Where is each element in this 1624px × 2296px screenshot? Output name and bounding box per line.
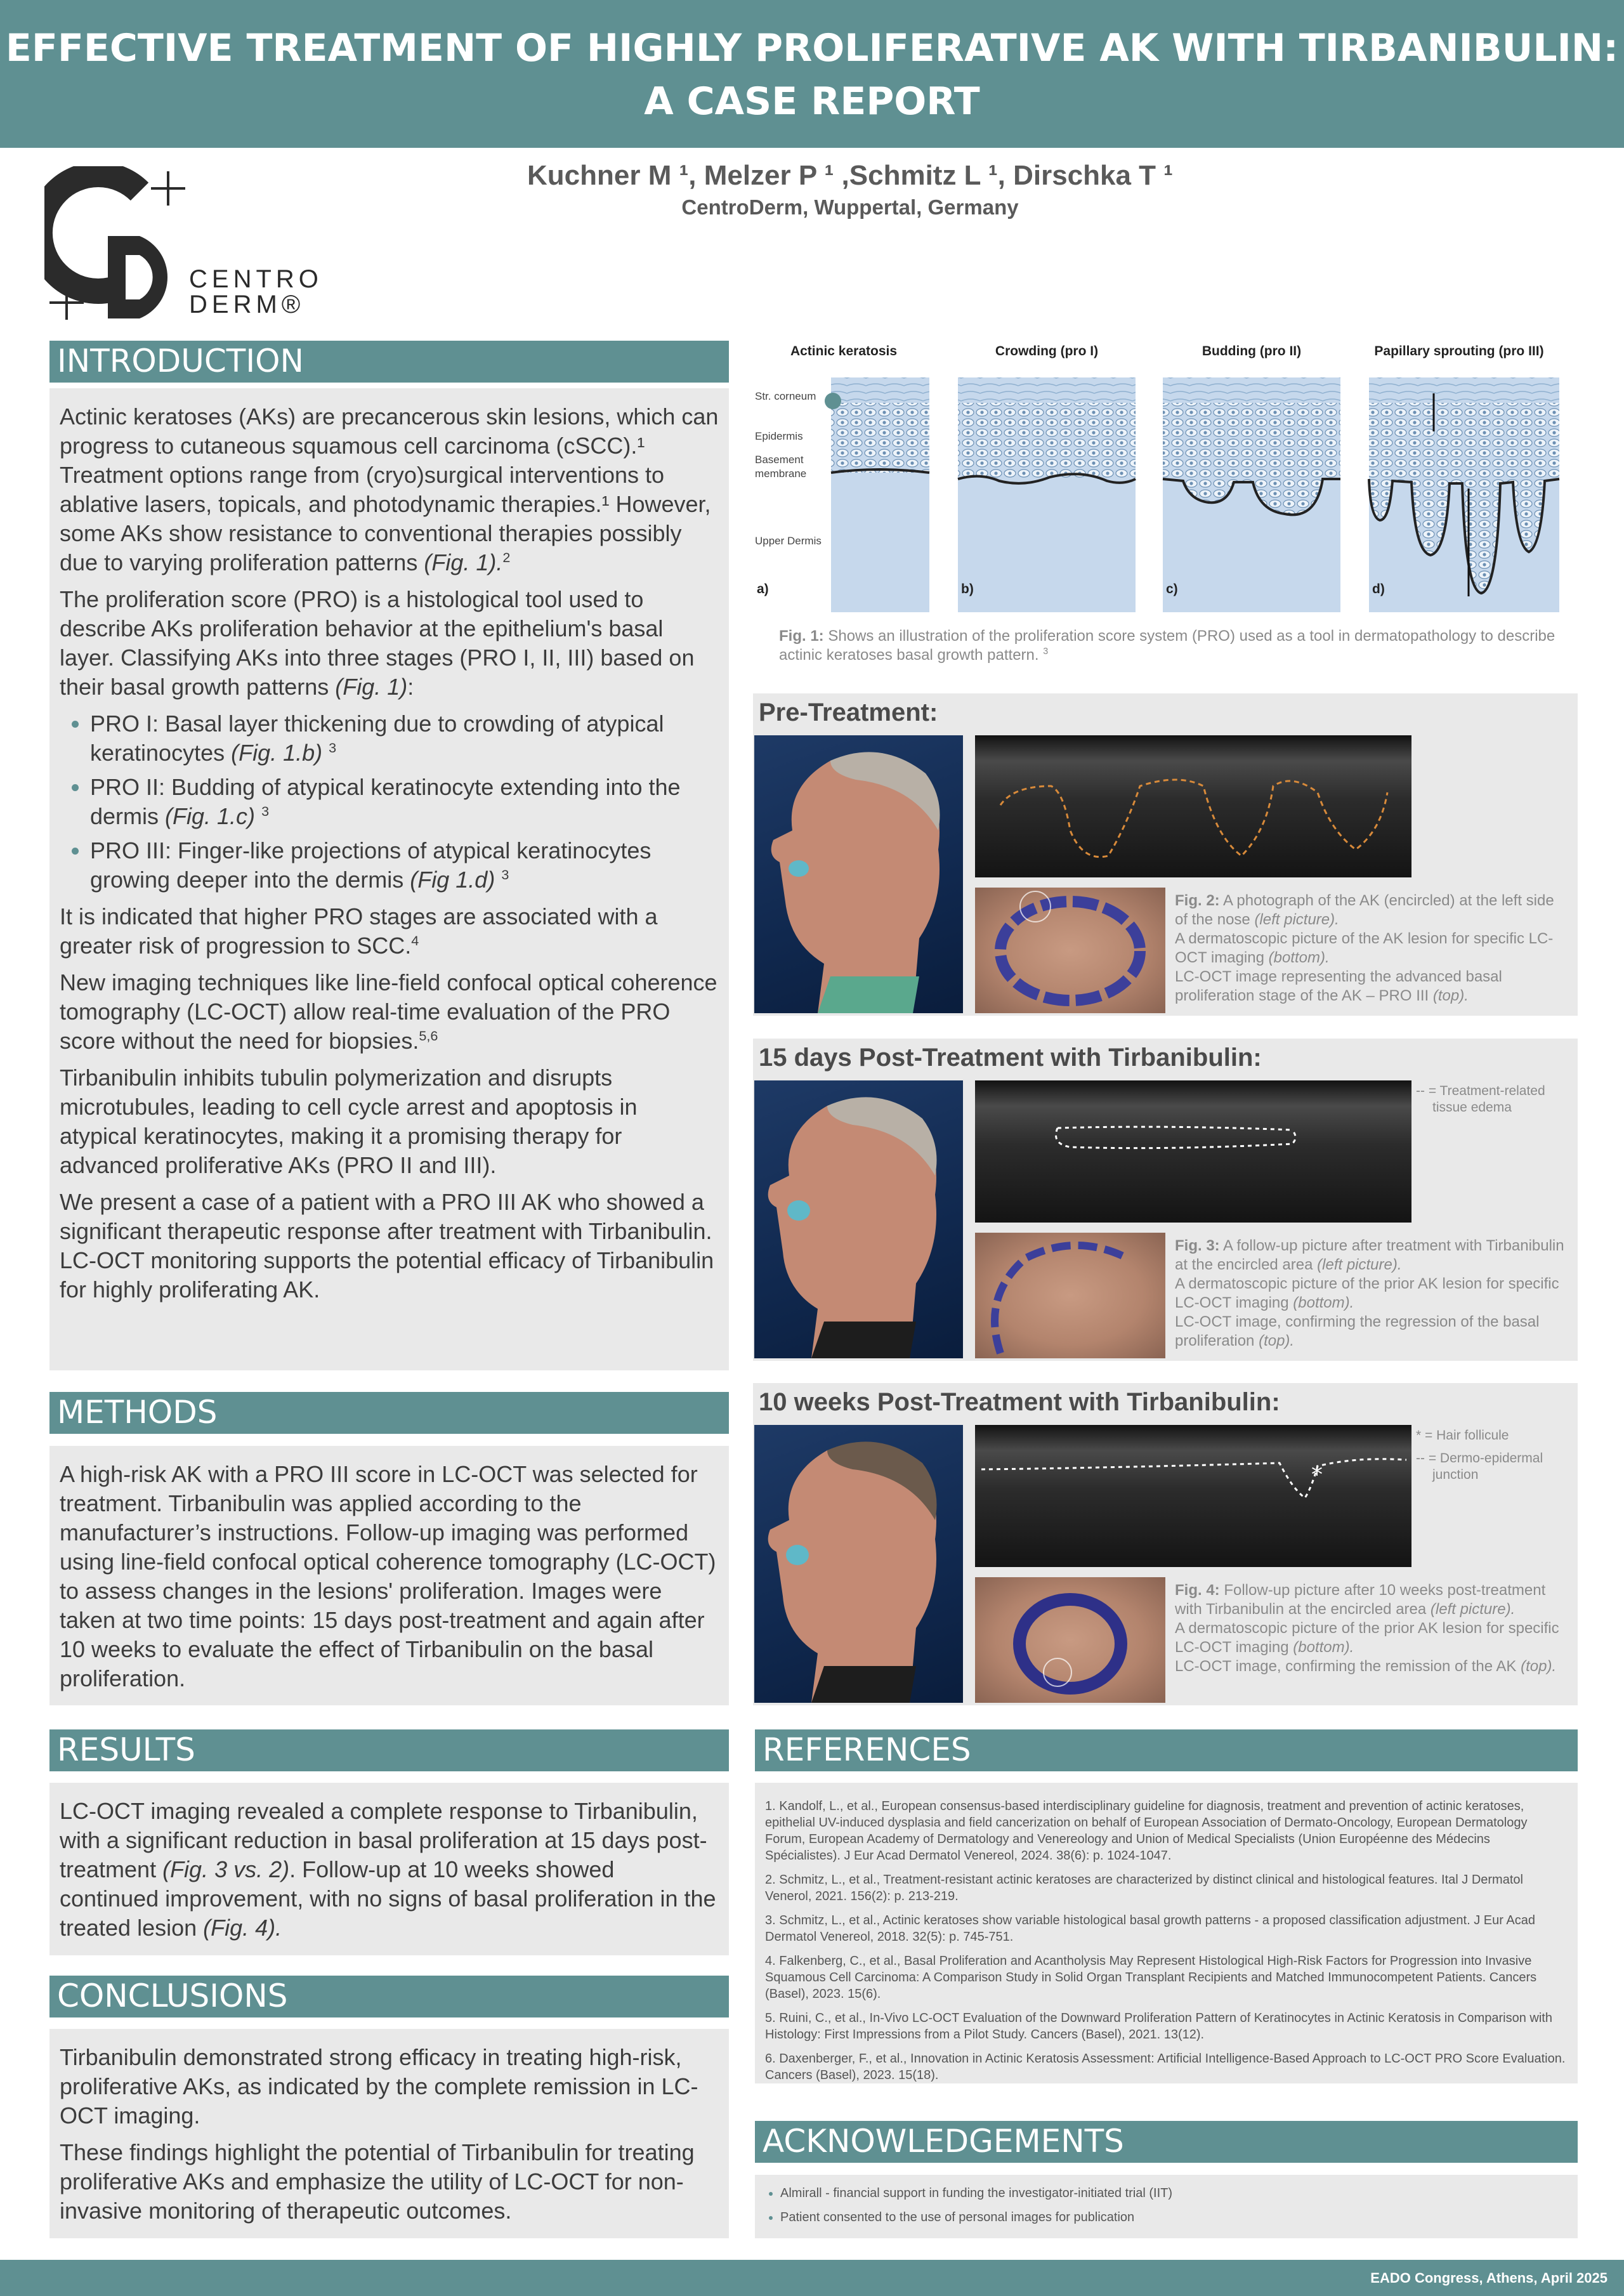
list-item: • Patient consented to the use of personal images for publication [780, 2209, 1568, 2226]
proliferation-score-illustration [752, 336, 1576, 615]
dermatoscopy-lesion-ring [975, 1233, 1165, 1358]
pre-treatment-panel [753, 693, 1578, 1016]
introduction-box [49, 388, 729, 1370]
reference-item: 6. Daxenberger, F., et al., Innovation in Actinic Keratosis Assessment: Artificial Intelligence-Based Approach to LC-OCT PRO Score Evaluation. Cancers (Basel), 2023. 15(18). [765, 2052, 1566, 2082]
panel-title: 10 weeks Post-Treatment with Tirbanibulin: [759, 1388, 1280, 1416]
list-item: • PRO II: Budding of atypical keratinocyte extending into the dermis (Fig. 1.c) $^3$ [90, 773, 719, 831]
patient-face-image [754, 735, 963, 1013]
svg-text:Basement: Basement [755, 454, 804, 466]
fig1-header: Budding (pro II) [1202, 344, 1302, 358]
fig1-header: Crowding (pro I) [995, 344, 1099, 358]
svg-text:*: * [1311, 1462, 1323, 1488]
pro-stage-list [60, 709, 719, 895]
intro-paragraph: The proliferation score (PRO) is a histological tool used to describe AKs proliferation behavior at the epithelium's basal layer. Classifying AKs into three stages (PRO I, II, III) based on their basal growth patterns (Fig. 1): [60, 586, 695, 700]
patient-face-image [754, 1080, 963, 1358]
poster-title-banner [0, 0, 1624, 148]
lc-oct-image-pre [975, 735, 1411, 877]
acknowledgements-list [765, 2185, 1568, 2226]
authors: Kuchner M ¹, Melzer P ¹ ,Schmitz L ¹, Dirschka T ¹ [527, 160, 1173, 191]
section-title-introduction: INTRODUCTION [49, 341, 729, 383]
logo-text-derm: DERM® [189, 291, 305, 318]
panel-title: Pre-Treatment: [759, 699, 938, 726]
reference-item: 1. Kandolf, L., et al., European consensus-based interdisciplinary guideline for diagnosis, treatment and prevention of actinic keratoses, epithelial UV-induced dysplasia and field cancerization on behalf of European Association of Dermato-Oncology, European Dermatology Forum, European Academy of Dermatology and Venereology and Union of Medical Specialists (Union Européenne des Médecins Spécialistes). J Eur Acad Dermatol Venereol, 2024. 38(6): p. 1024-1047. [765, 1799, 1528, 1863]
results-box [49, 1783, 729, 1955]
dermatoscopy-image-15-days [975, 1233, 1165, 1358]
oct-edema-outline [975, 1080, 1411, 1223]
centroderm-logo [44, 166, 336, 325]
section-title-acknowledgements: ACKNOWLEDGEMENTS [755, 2121, 1578, 2163]
footer-text: EADO Congress, Athens, April 2025 [1370, 2270, 1608, 2286]
section-title-conclusions: CONCLUSIONS [49, 1976, 729, 2017]
reference-item: 3. Schmitz, L., et al., Actinic keratoses show variable histological basal growth patterns - a proposed classification adjustment. J Eur Acad Dermatol Venereol, 2018. 32(5): p. 745-751. [765, 1913, 1535, 1944]
intro-paragraph: Actinic keratoses (AKs) are precancerous skin lesions, which can progress to cutaneous squamous cell carcinoma (cSCC).¹ Treatment options range from (cryo)surgical interventions to ablative lasers, topicals, and photodynamic therapies.¹ However, some AKs show resistance to conventional therapies possibly due to varying proliferation patterns (Fig. 1).$^2$ [60, 403, 719, 575]
fig4-caption: Fig. 4: Follow-up picture after 10 weeks post-treatment with Tirbanibulin at the encircled area (left picture). A dermatoscopic picture of the prior AK lesion for specific LC-OCT imaging (bottom). LC-OCT image, confirming the remission of the AK (top). [1175, 1582, 1559, 1675]
list-item: • PRO I: Basal layer thickening due to crowding of atypical keratinocytes (Fig. 1.b) $^3$ [90, 709, 719, 768]
patient-photo [754, 735, 963, 1013]
methods-box [49, 1446, 729, 1705]
fig1-caption: Fig. 1: Shows an illustration of the proliferation score system (PRO) used as a tool in dermatopathology to describe actinic keratoses basal growth pattern. $^3$ [779, 627, 1555, 664]
svg-text:d): d) [1372, 582, 1385, 596]
svg-text:c): c) [1166, 582, 1178, 596]
results-paragraph: LC-OCT imaging revealed a complete response to Tirbanibulin, with a significant reduction in basal proliferation at 15 days post-treatment (Fig. 3 vs. 2). Follow-up at 10 weeks showed continued improvement, with no signs of basal proliferation in the treated lesion (Fig. 4). [60, 1798, 716, 1941]
conclusions-box [49, 2029, 729, 2238]
poster-title-line2: A CASE REPORT [644, 79, 980, 124]
dermatoscopy-lesion-ring [975, 888, 1165, 1013]
figure-1-illustration [752, 336, 1576, 615]
reference-item: 4. Falkenberg, C., et al., Basal Proliferation and Acantholysis May Represent Histological High-Risk Factors for Progression into Invasive Squamous Cell Carcinoma: A Comparison Study in Solid Organ Transplant Recipients and Matched Immunocompetent Patients. Cancers (Basel), 2023. 15(6). [765, 1954, 1537, 2001]
dermatoscopy-image-10-weeks [975, 1577, 1165, 1703]
fig1-panel-b [958, 377, 1136, 612]
oct-proliferation-outline [975, 735, 1411, 877]
poster-title-line1: EFFECTIVE TREATMENT OF HIGHLY PROLIFERATIVE AK WITH TIRBANIBULIN: [5, 26, 1619, 70]
svg-text:a): a) [757, 582, 769, 596]
svg-text:Upper Dermis: Upper Dermis [755, 535, 822, 547]
reference-item: 5. Ruini, C., et al., In-Vivo LC-OCT Evaluation of the Downward Proliferation Pattern of Keratinocytes in Actinic Keratosis in Comparison with Histology: First Impressions from a Pilot Study. Cancers (Basel), 2021. 13(12). [765, 2011, 1552, 2042]
post-10-weeks-panel [753, 1383, 1578, 1705]
fig1-panel-c [1163, 377, 1340, 612]
intro-paragraph: New imaging techniques like line-field confocal optical coherence tomography (LC-OCT) allow real-time evaluation of the PRO score without the need for biopsies.$^{5,6}$ [60, 969, 717, 1054]
oct-junction-outline [975, 1425, 1411, 1567]
fig1-header: Actinic keratosis [790, 344, 898, 358]
svg-text:Epidermis: Epidermis [755, 430, 803, 442]
svg-text:Str. corneum: Str. corneum [755, 390, 816, 402]
intro-paragraph: It is indicated that higher PRO stages are associated with a greater risk of progression to SCC.$^4$ [60, 903, 658, 959]
methods-paragraph: A high-risk AK with a PRO III score in LC-OCT was selected for treatment. Tirbanibulin was applied according to the manufacturer’s instructions. Follow-up imaging was performed using line-field confocal optical coherence tomography (LC-OCT) to assess changes in the lesions' proliferation. Images were taken at two time points: 15 days post-treatment and again after 10 weeks to evaluate the effect of Tirbanibulin on the basal proliferation. [60, 1461, 716, 1691]
dermatoscopy-lesion-ring [975, 1577, 1165, 1703]
lc-oct-image-10-weeks [975, 1425, 1411, 1567]
lc-oct-image-15-days [975, 1080, 1411, 1223]
affiliation: CentroDerm, Wuppertal, Germany [681, 195, 1019, 219]
fig1-panel-a [755, 377, 929, 612]
list-item: • Almirall - financial support in funding the investigator-initiated trial (IIT) [780, 2185, 1568, 2201]
fig4-legend: * = Hair follicule -- = Dermo-epidermal junction [1416, 1428, 1543, 1482]
fig1-panel-d [1369, 377, 1559, 612]
svg-text:b): b) [961, 582, 974, 596]
references-box [755, 1783, 1578, 2083]
footer-banner [0, 2260, 1624, 2296]
fig1-header: Papillary sprouting (pro III) [1374, 344, 1544, 358]
section-title-methods: METHODS [49, 1392, 729, 1434]
panel-title: 15 days Post-Treatment with Tirbanibulin: [759, 1044, 1262, 1072]
patient-photo [754, 1080, 963, 1358]
post-15-days-panel [753, 1039, 1578, 1361]
intro-paragraph: Tirbanibulin inhibits tubulin polymerization and disrupts microtubules, leading to cell cycle arrest and apoptosis in atypical keratinocytes, making it a promising therapy for advanced proliferative AKs (PRO II and III). [60, 1065, 638, 1178]
conclusions-paragraph: Tirbanibulin demonstrated strong efficacy in treating high-risk, proliferative AKs, as indicated by the complete remission in LC-OCT imaging. [60, 2044, 698, 2129]
patient-face-image [754, 1425, 963, 1703]
fig3-legend: -- = Treatment-related tissue edema [1416, 1084, 1545, 1115]
conclusions-paragraph: These findings highlight the potential of Tirbanibulin for treating proliferative AKs and emphasize the utility of LC-OCT for non-invasive monitoring of therapeutic outcomes. [60, 2139, 695, 2224]
logo-text-centro: CENTRO [189, 265, 323, 293]
fig2-caption: Fig. 2: A photograph of the AK (encircled) at the left side of the nose (left picture). A dermatoscopic picture of the AK lesion for specific LC-OCT imaging (bottom). LC-OCT image representing the advanced basal proliferation stage of the AK – PRO III (top). [1175, 892, 1554, 1004]
svg-text:membrane: membrane [755, 468, 807, 480]
section-title-results: RESULTS [49, 1729, 729, 1771]
acknowledgements-box [755, 2175, 1578, 2238]
dermatoscopy-image-pre [975, 888, 1165, 1013]
reference-item: 2. Schmitz, L., et al., Treatment-resistant actinic keratoses are characterized by distinct clinical and histological features. Ital J Dermatol Venerol, 2021. 156(2): p. 213-219. [765, 1873, 1523, 1903]
section-title-references: REFERENCES [755, 1729, 1578, 1771]
intro-paragraph: We present a case of a patient with a PRO III AK who showed a significant therapeutic response after treatment with Tirbanibulin. LC-OCT monitoring supports the potential efficacy of Tirbanibulin for highly proliferating AK. [60, 1189, 714, 1302]
patient-photo [754, 1425, 963, 1703]
list-item: • PRO III: Finger-like projections of atypical keratinocytes growing deeper into the dermis (Fig 1.d) $^3$ [90, 836, 719, 895]
fig3-caption: Fig. 3: A follow-up picture after treatment with Tirbanibulin at the encircled area (left picture). A dermatoscopic picture of the prior AK lesion for specific LC-OCT imaging (bottom). LC-OCT image, confirming the regression of the basal proliferation (top). [1175, 1237, 1564, 1349]
